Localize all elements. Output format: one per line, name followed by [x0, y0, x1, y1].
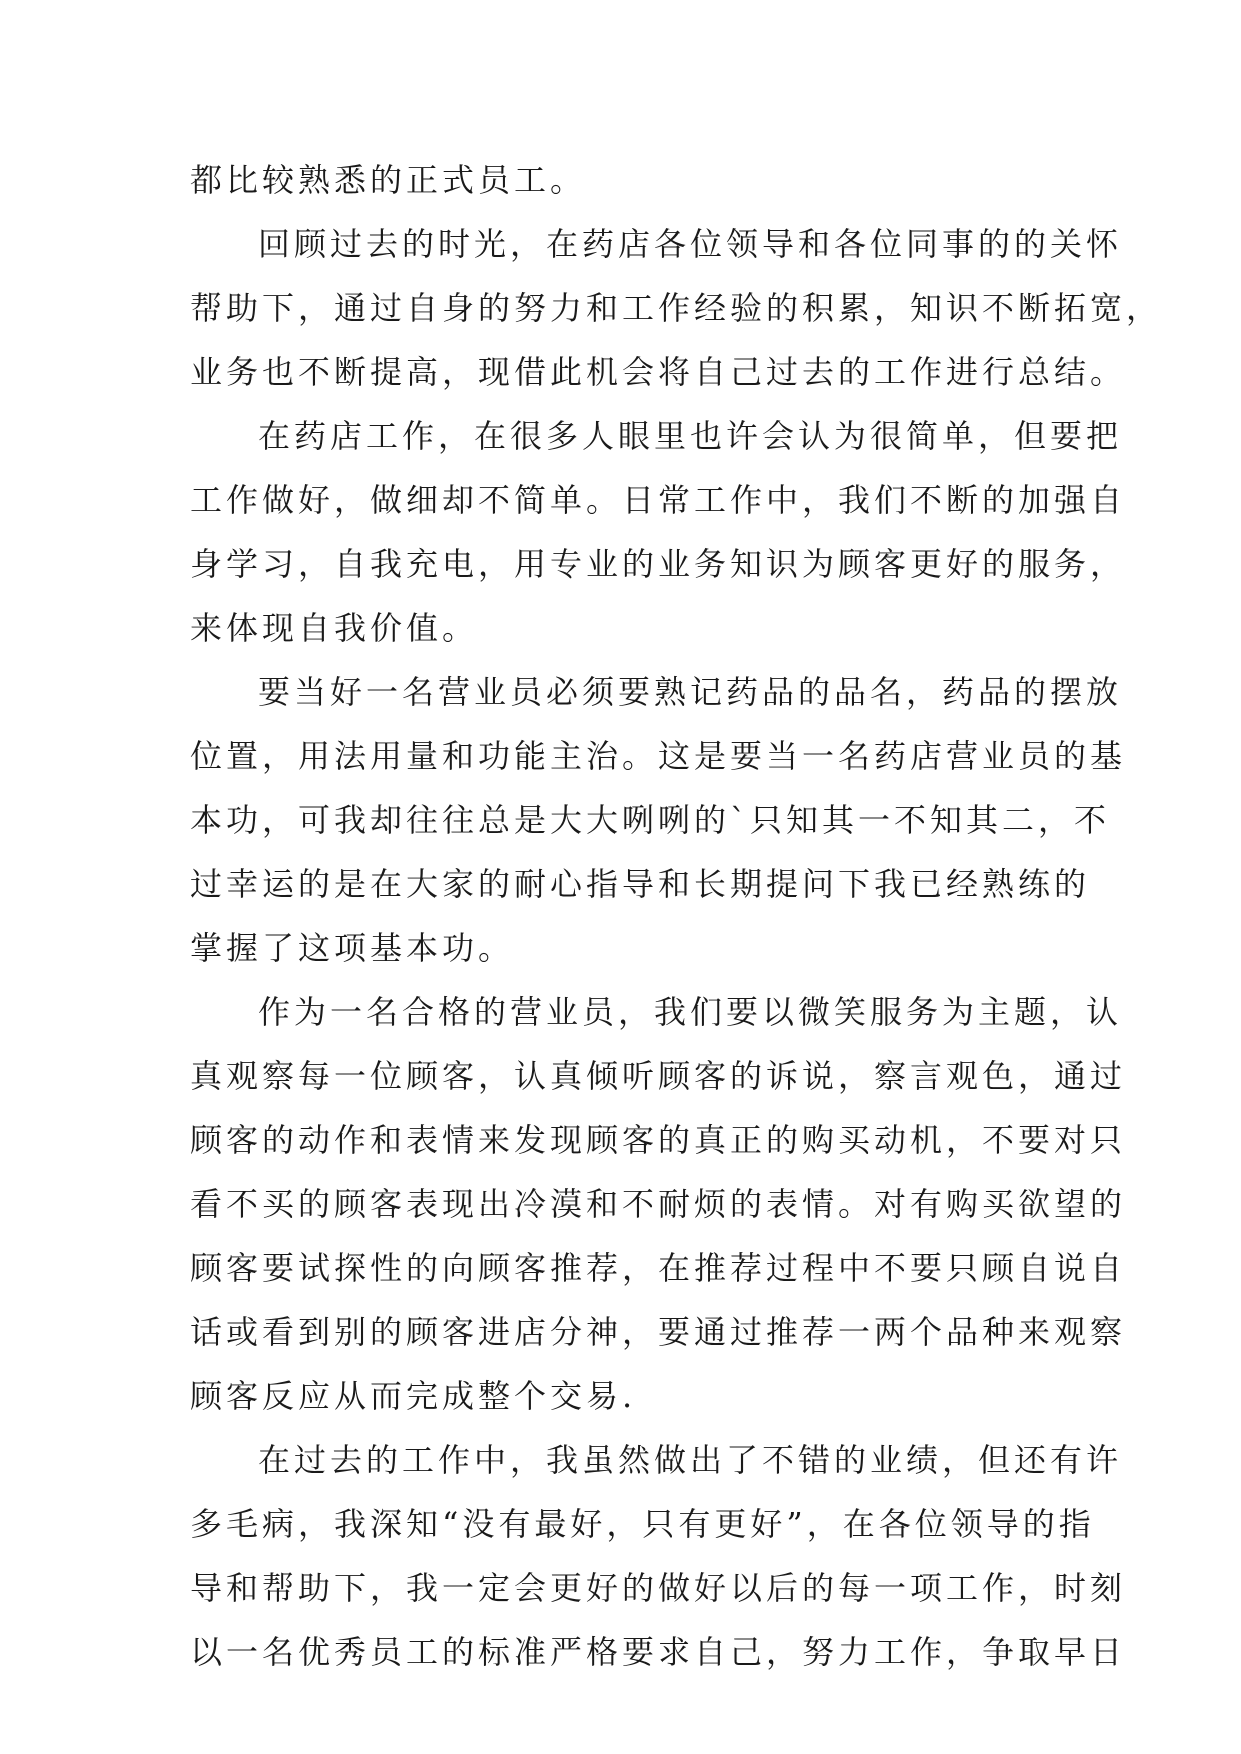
paragraph-4	[190, 660, 1127, 980]
paragraph-2	[190, 212, 1163, 404]
paragraph-3	[190, 404, 1127, 660]
text-line: 顾客反应从而完成整个交易.	[190, 1377, 637, 1415]
text-line: 在药店工作，在很多人眼里也许会认为很简单，但要把	[258, 417, 1123, 455]
text-line: 顾客的动作和表情来发现顾客的真正的购买动机，不要对只	[190, 1121, 1127, 1159]
text-line: 导和帮助下，我一定会更好的做好以后的每一项工作，时刻	[190, 1569, 1127, 1607]
paragraph-1	[190, 148, 1062, 212]
text-line: 位置，用法用量和功能主治。这是要当一名药店营业员的基	[190, 737, 1127, 775]
text-line: 多毛病，我深知“没有最好，只有更好”，在各位领导的指	[190, 1505, 1095, 1543]
text-line: 身学习，自我充电，用专业的业务知识为顾客更好的服务，	[190, 545, 1127, 583]
text-line: 看不买的顾客表现出冷漠和不耐烦的表情。对有购买欲望的	[190, 1185, 1127, 1223]
paragraph-5	[190, 980, 1127, 1428]
text-line: 回顾过去的时光，在药店各位领导和各位同事的的关怀	[258, 225, 1123, 263]
text-line: 话或看到别的顾客进店分神，要通过推荐一两个品种来观察	[190, 1313, 1127, 1351]
text-line: 以一名优秀员工的标准严格要求自己，努力工作，争取早日	[190, 1633, 1127, 1671]
text-line: 过幸运的是在大家的耐心指导和长期提问下我已经熟练的	[190, 865, 1091, 903]
text-line: 真观察每一位顾客，认真倾听顾客的诉说，察言观色，通过	[190, 1057, 1127, 1095]
text-line: 本功，可我却往往总是大大咧咧的`只知其一不知其二，不	[190, 801, 1111, 839]
text-line: 要当好一名营业员必须要熟记药品的品名，药品的摆放	[258, 673, 1123, 711]
text-line: 都比较熟悉的正式员工。	[190, 161, 587, 199]
document-body	[190, 148, 1163, 1684]
text-line: 作为一名合格的营业员，我们要以微笑服务为主题，认	[258, 993, 1123, 1031]
text-line: 帮助下，通过自身的努力和工作经验的积累，知识不断拓宽，	[190, 289, 1163, 327]
text-line: 工作做好，做细却不简单。日常工作中，我们不断的加强自	[190, 481, 1127, 519]
text-line: 顾客要试探性的向顾客推荐，在推荐过程中不要只顾自说自	[190, 1249, 1127, 1287]
paragraph-6	[190, 1428, 1127, 1684]
text-line: 在过去的工作中，我虽然做出了不错的业绩，但还有许	[258, 1441, 1123, 1479]
text-line: 掌握了这项基本功。	[190, 929, 515, 967]
text-line: 来体现自我价值。	[190, 609, 479, 647]
text-line: 业务也不断提高，现借此机会将自己过去的工作进行总结。	[190, 353, 1127, 391]
